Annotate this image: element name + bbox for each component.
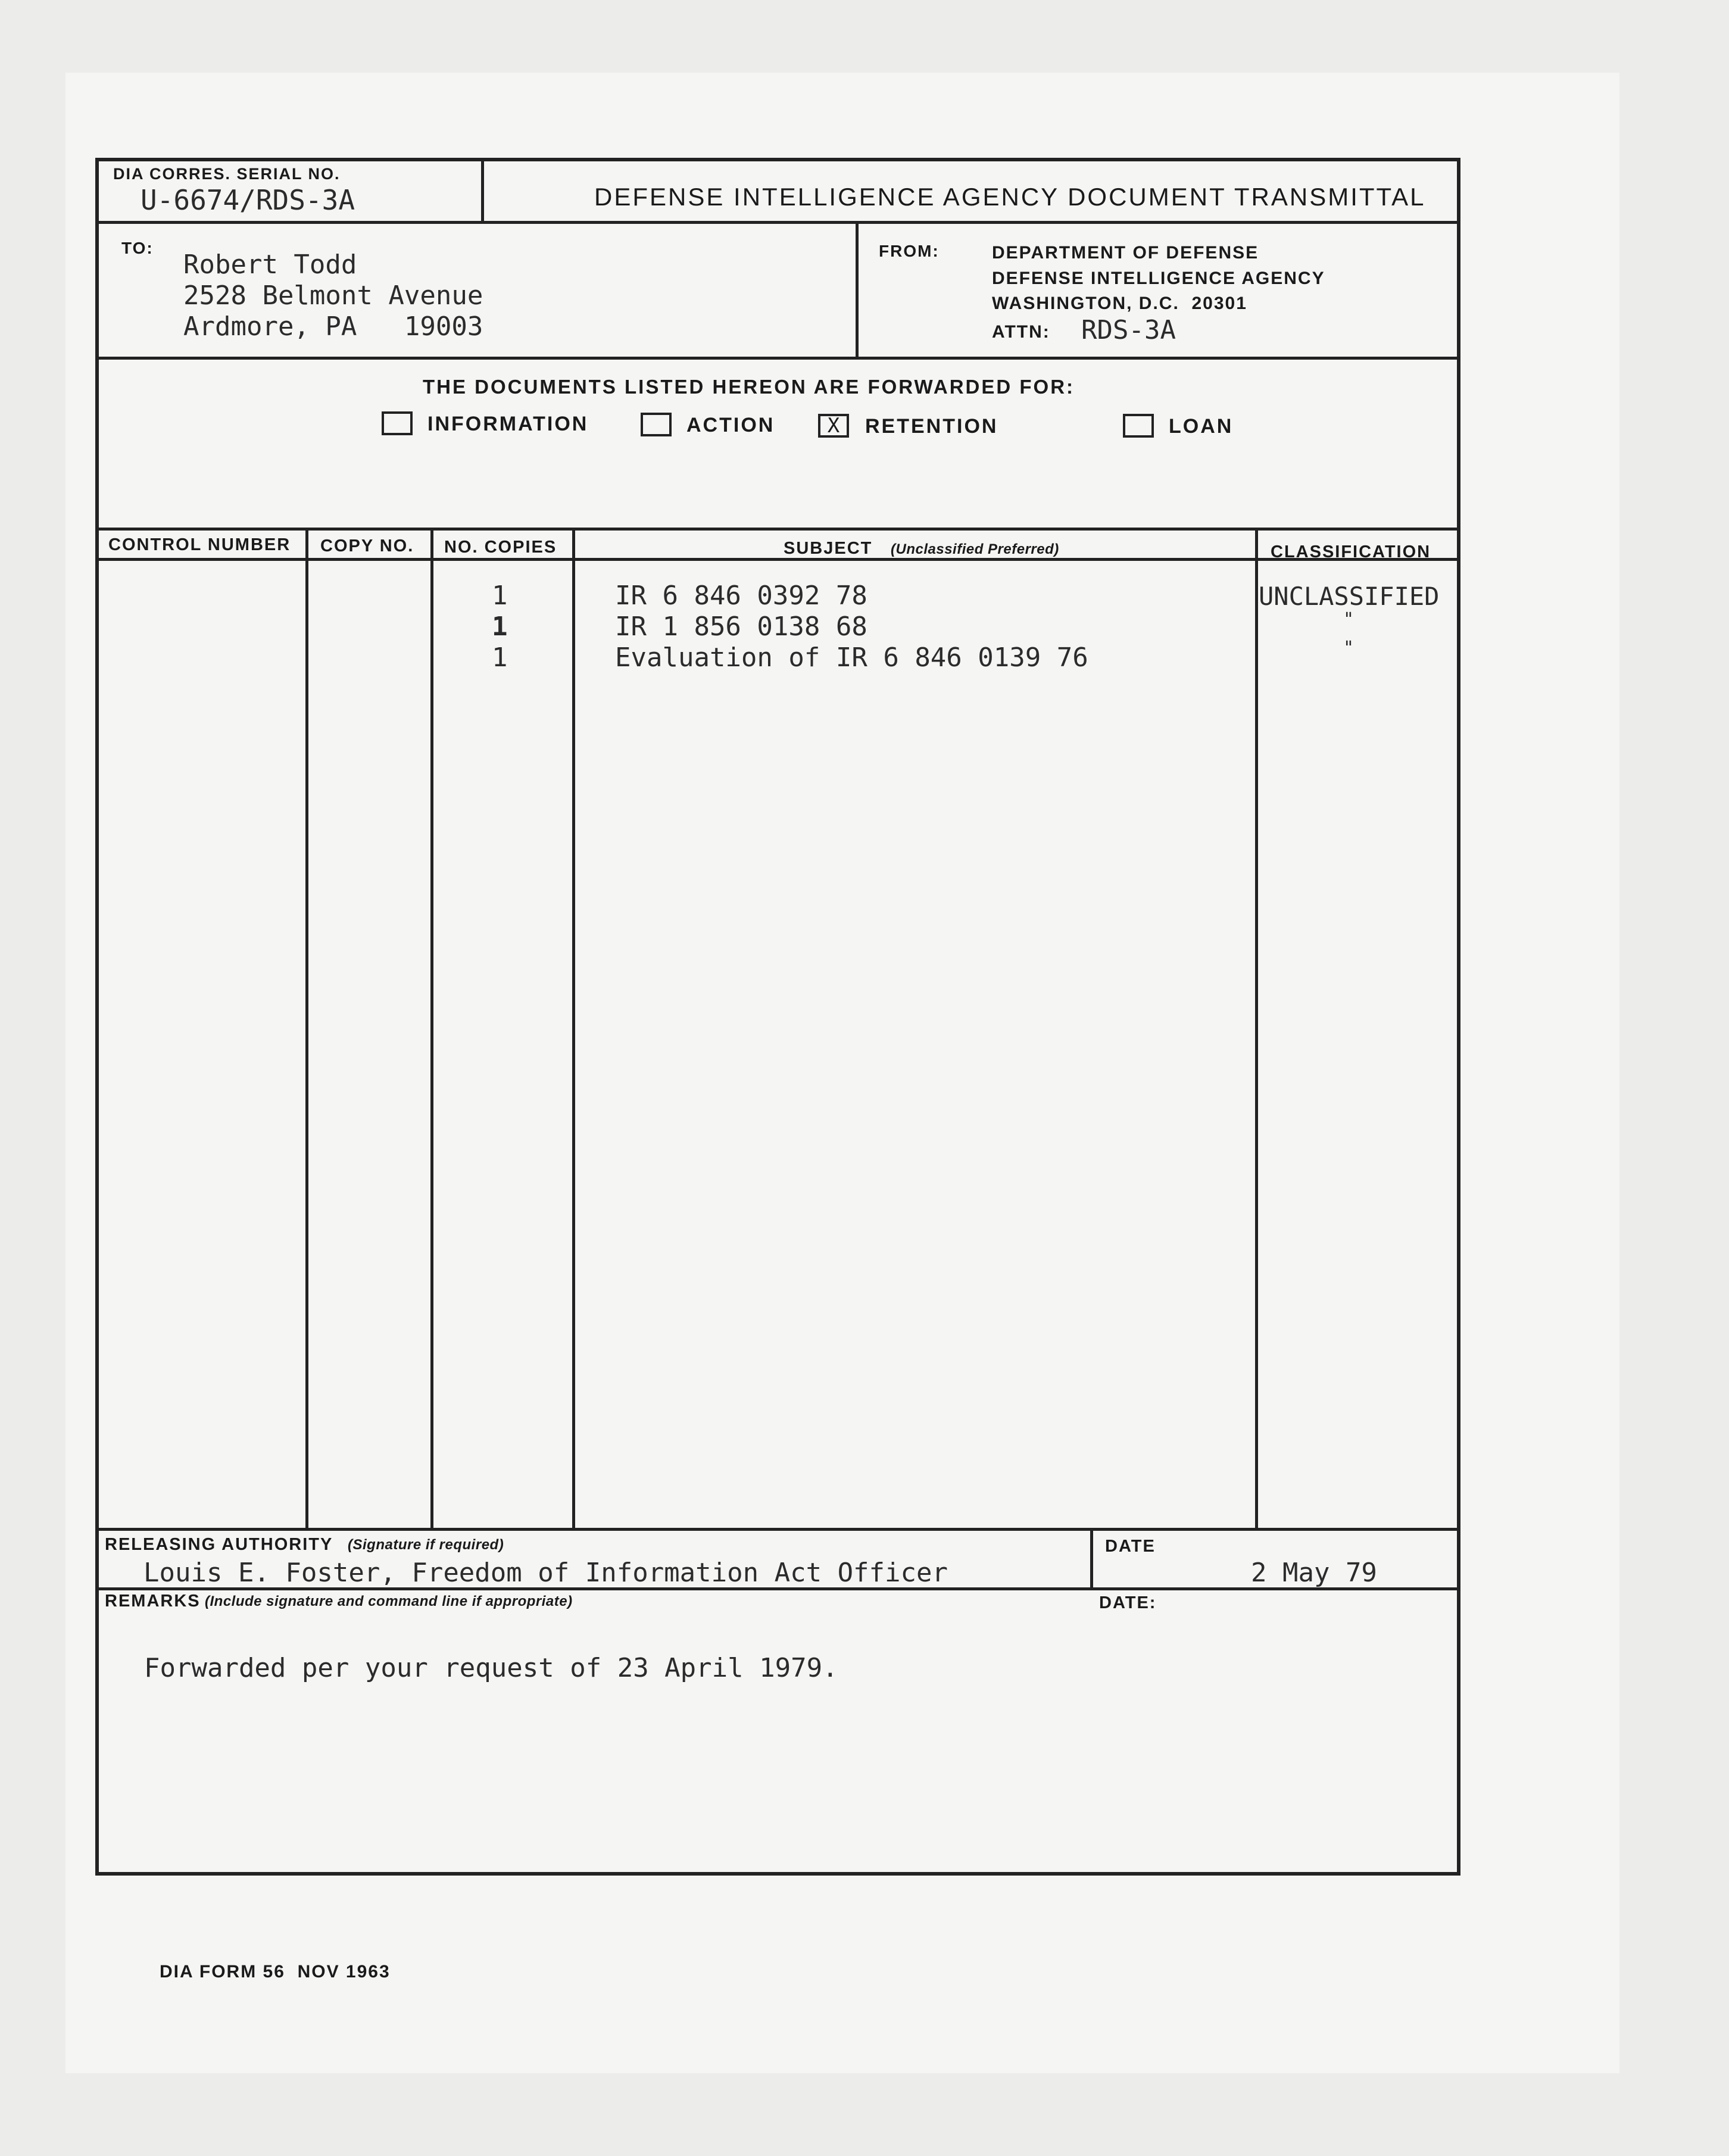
releasing-date-label: DATE (1105, 1537, 1156, 1556)
table-top-rule (99, 528, 1458, 531)
releasing-date-value: 2 May 79 (1251, 1558, 1377, 1588)
releasing-value: Louis E. Foster, Freedom of Information Act Officer (143, 1558, 948, 1588)
action-checkbox[interactable] (641, 413, 672, 436)
serial-value: U-6674/RDS-3A (141, 184, 355, 216)
serial-label: DIA CORRES. SERIAL NO. (113, 165, 341, 183)
row-3-subject: Evaluation of IR 6 846 0139 76 (615, 642, 1088, 673)
to-line-1: Robert Todd (183, 249, 357, 280)
form-title: DEFENSE INTELLIGENCE AGENCY DOCUMENT TRANSMITTAL (594, 183, 1426, 211)
col-classification: CLASSIFICATION (1271, 542, 1431, 561)
to-from-divider (856, 221, 859, 357)
row-2-classification: " (1343, 609, 1355, 630)
remarks-date-label: DATE: (1099, 1593, 1157, 1612)
to-label: TO: (121, 239, 154, 257)
col-divider-4 (1255, 528, 1258, 1528)
row-1-classification: UNCLASSIFIED (1259, 582, 1440, 611)
row-1-subject: IR 6 846 0392 78 (615, 581, 867, 611)
information-checkbox[interactable] (382, 411, 413, 435)
from-label: FROM: (879, 242, 940, 260)
from-line-1: DEPARTMENT OF DEFENSE (992, 243, 1259, 263)
col-divider-1 (305, 528, 308, 1528)
col-subject: SUBJECT (784, 539, 873, 558)
row-1-copies: 1 (492, 581, 508, 611)
row-2-subject: IR 1 856 0138 68 (615, 611, 867, 642)
action-option-label: ACTION (686, 414, 775, 436)
header-divider (481, 161, 484, 221)
col-divider-3 (572, 528, 575, 1528)
form-footer: DIA FORM 56 NOV 1963 (160, 1962, 391, 1982)
remarks-label: REMARKS (105, 1592, 201, 1611)
row-2-copies: 1 (492, 611, 508, 642)
releasing-label: RELEASING AUTHORITY (105, 1535, 333, 1554)
to-line-2: 2528 Belmont Avenue (183, 280, 483, 311)
from-line-3: WASHINGTON, D.C. 20301 (992, 294, 1247, 313)
to-line-3: Ardmore, PA 19003 (183, 311, 483, 342)
col-divider-2 (430, 528, 433, 1528)
from-line-2: DEFENSE INTELLIGENCE AGENCY (992, 269, 1325, 288)
attn-label: ATTN: (992, 322, 1050, 342)
col-subject-note: (Unclassified Preferred) (891, 541, 1059, 557)
col-copy-no: COPY NO. (320, 536, 414, 556)
remarks-note: (Include signature and command line if appropriate) (205, 1593, 573, 1609)
to-from-bottom-rule (99, 357, 1458, 360)
remarks-top-rule (99, 1587, 1458, 1590)
loan-checkbox[interactable] (1123, 414, 1154, 438)
forwarded-heading: THE DOCUMENTS LISTED HEREON ARE FORWARDED FOR: (423, 376, 1075, 398)
col-control-number: CONTROL NUMBER (108, 535, 291, 554)
row-3-classification: " (1343, 638, 1355, 659)
attn-value: RDS-3A (1081, 315, 1176, 345)
table-header-rule (99, 558, 1458, 561)
transmittal-form (95, 158, 1460, 1876)
col-no-copies: NO. COPIES (444, 538, 557, 557)
retention-option-label: RETENTION (865, 415, 998, 438)
retention-checkbox[interactable]: X (818, 414, 849, 438)
header-bottom-rule (99, 221, 1458, 224)
information-option-label: INFORMATION (427, 413, 589, 435)
loan-option-label: LOAN (1169, 415, 1234, 438)
releasing-top-rule (99, 1528, 1458, 1531)
releasing-date-divider (1090, 1528, 1093, 1587)
row-3-copies: 1 (492, 642, 508, 673)
releasing-note: (Signature if required) (348, 1537, 504, 1553)
remarks-value: Forwarded per your request of 23 April 1979. (144, 1653, 838, 1683)
